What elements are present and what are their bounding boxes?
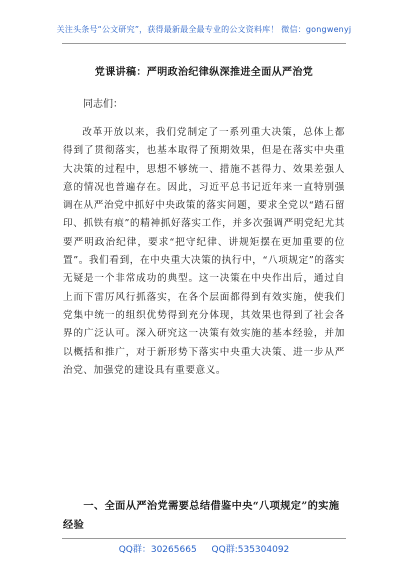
footer-contacts (0, 542, 408, 555)
document-title: 党课讲稿：严明政治纪律纵深推进全面从严治党 (94, 67, 314, 78)
footer-qq-group-1: QQ群：30265665 (118, 545, 197, 555)
body-paragraph: 改革开放以来，我们党制定了一系列重大决策，总体上都得到了贯彻落实，也基本取得了预期效果，但是在落实中央重大决策的过程中，思想不够统一、措施不甚得力、效果差强人意的情况也普遍存在。因此，习近平总书记近年来一直特别强调在从严治党中抓好中央政策的落实问题，要求全党以“踏石留印、抓铁有痕”的精神抓好落实工作，并多次强调严明党纪尤其要严明政治纪律，要求“把守纪律、讲规矩摆在更加重要的位置”。我们看到，在中央重大决策的执行中，“八项规定”的落实无疑是一个非常成功的典型。这一决策在中央作出后，通过自上而下雷厉风行抓落实，在各个层面都得到有效实施，使我们党集中统一的组织优势得到充分体现，其效果也得到了社会各界的广泛认可。深入研究这一决策有效实施的基本经验，并加以概括和推广，对于新形势下落实中央重大决策、进一步从严治党、加强党的建设具有重要意义。 (63, 127, 345, 376)
footer-qq-group-2: QQ群:535304092 (211, 545, 290, 555)
greeting: 同志们： (83, 99, 123, 110)
section-heading: 一、全面从严治党需要总结借鉴中央“八项规定”的实施经验 (63, 500, 340, 531)
header-banner: 关注头条号“公文研究”，获得最新最全最专业的公文资料库！ 微信：gongwenyj (56, 25, 352, 34)
header-divider (62, 43, 346, 44)
footer-divider (62, 538, 346, 539)
